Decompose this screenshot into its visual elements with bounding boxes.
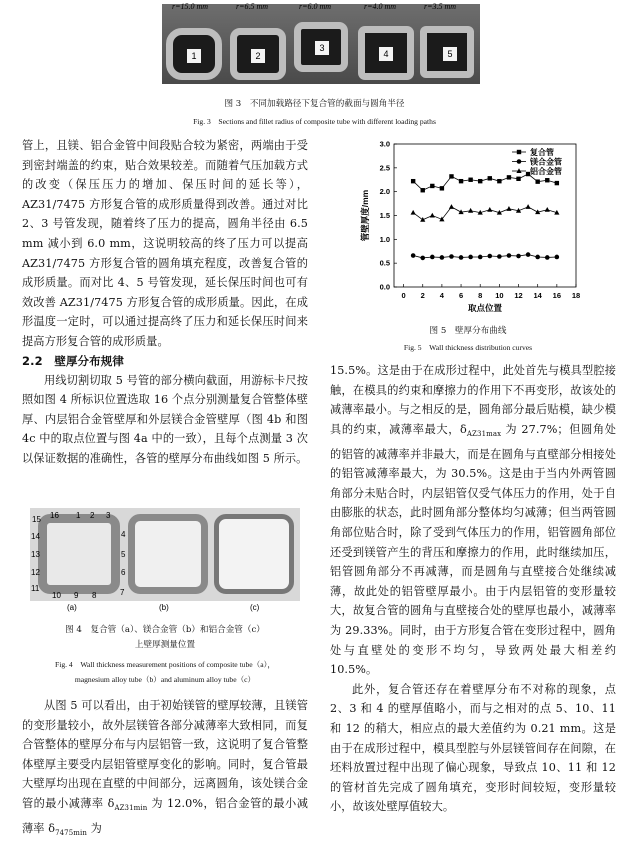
fig5-caption-cn: 图 5 壁厚分布曲线: [429, 326, 507, 336]
analysis-text-b: 为 12.0%，铝合金管的最小减薄率 δ: [22, 796, 308, 835]
y-tick-label: 1.0: [379, 234, 390, 244]
series-1-point: [497, 179, 501, 183]
fig5-chart: [326, 136, 616, 316]
x-axis-label: 取点位置: [467, 303, 503, 313]
point-label-7: 7: [120, 588, 125, 597]
tube-section-4: [358, 26, 414, 80]
tube-section-5: [420, 26, 474, 78]
series-1-point: [421, 188, 425, 192]
x-tick-label: 2: [420, 291, 425, 300]
point-label-15: 15: [32, 515, 41, 524]
series-2-point: [516, 254, 521, 259]
point-label-2: 2: [90, 511, 95, 520]
radius-label-5: r=3.5 mm: [424, 2, 457, 11]
series-2-point: [420, 256, 425, 261]
fig4-panel-a: (a): [67, 603, 77, 612]
section-title: 壁厚分布规律: [54, 353, 124, 368]
tube-section-1: [166, 28, 222, 80]
series-1-point: [555, 181, 559, 185]
paragraph-forming-quality: 管上，且镁、铝合金管中间段贴合较为紧密，两端由于受到密封端盖的约束，贴合效果较差。而随着气压加载方式的改变（保压压力的增加、保压时间的延长等），AZ31/7475 方形复合管的成形质量得到改善。通过对比 2、3 号管发现，随着终了压力的提高，圆角半径由 6.5 mm 减小到 6.0 mm，这说明较高的终了压力可以提高 AZ31/7475 方形复合管的圆角填充程度，改善复合管的成形质量。而对比 4、5 号管发现，延长保压时间也可有效改善 AZ31/7475 方形复合管的成形质量。因此，在成形温度一定时，可以通过提高终了压力和延长保压时间来提高方形复合管的成形质量。: [22, 139, 308, 348]
right-column: [330, 361, 616, 817]
radius-label-2: r=6.5 mm: [236, 2, 269, 11]
series-3-point: [506, 206, 511, 211]
point-label-13: 13: [31, 550, 40, 559]
series-1-point: [459, 179, 463, 183]
tube-number-1: 1: [187, 49, 201, 63]
series-1-point: [411, 179, 415, 183]
x-tick-label: 4: [439, 291, 444, 300]
y-axis-label: 管壁厚度/mm: [360, 189, 370, 242]
point-label-5: 5: [121, 550, 126, 559]
legend-label-3: 铝合金管: [530, 167, 562, 176]
fig4-caption-en-2: magnesium alloy tube（b）and aluminum alloy tube（c）: [74, 675, 256, 684]
legend-marker-2: [517, 159, 522, 164]
fig4-magnesium-tube: [128, 514, 208, 594]
series-line-2: [413, 255, 557, 258]
series-2-point: [411, 253, 416, 258]
fig4-caption-cn-2: 上壁厚测量位置: [134, 640, 196, 650]
x-tick-label: 8: [478, 291, 483, 300]
series-3-point: [468, 208, 473, 213]
series-2-point: [459, 255, 464, 260]
left-column-bottom: [22, 696, 308, 844]
analysis-text-c: 为: [86, 821, 102, 835]
fig3-photo: [162, 4, 480, 84]
series-2-point: [535, 255, 540, 260]
fig4-panel-c: (c): [250, 603, 260, 612]
tube-number-5: 5: [443, 47, 457, 61]
paragraph-asymmetry: 此外，复合管还存在着壁厚分布不对称的现象，点 2、3 和 4 的壁厚值略小，而与之相对的点 5、10、11 和 12 的稍大，相应点的最大差值约为 0.21 mm。这是由于在成形过程中，模具型腔与外层镁管间存在间隙，在坯料放置过程中出现了偏心现象，导致点 10、11 和 12 的管材首先完成了圆角填充，变形时间较短，变形量较小，故该处壁厚值较大。: [330, 682, 616, 814]
tube-number-2: 2: [251, 49, 265, 63]
radius-label-4: r=4.0 mm: [364, 2, 397, 11]
series-2-point: [507, 253, 512, 258]
series-1-point: [545, 178, 549, 182]
fig5-caption-en: Fig. 5 Wall thickness distribution curves: [403, 343, 533, 352]
fig3-caption-cn: 图 3 不同加载路径下复合管的截面与圆角半径: [224, 99, 405, 109]
point-label-9: 9: [74, 591, 79, 600]
radius-label-1: r=15.0 mm: [172, 2, 209, 11]
y-tick-label: 3.0: [379, 139, 390, 149]
series-2-point: [526, 252, 531, 257]
x-tick-label: 14: [533, 291, 542, 300]
paragraph-thickness-analysis: [22, 696, 308, 844]
series-1-point: [507, 175, 511, 179]
series-3-point: [430, 213, 435, 218]
series-2-point: [468, 255, 473, 260]
series-1-point: [430, 184, 434, 188]
tube-section-2: [230, 28, 286, 80]
fig4-panel-b: (b): [159, 603, 169, 612]
fig4-caption-en-1: Fig. 4 Wall thickness measurement positions of composite tube（a），: [55, 660, 275, 669]
series-1-point: [535, 179, 539, 183]
series-1-point: [449, 174, 453, 178]
tube-section-3: [294, 22, 348, 72]
section-number: 2.2: [22, 353, 43, 368]
series-3-point: [449, 204, 454, 209]
x-tick-label: 12: [514, 291, 523, 300]
x-tick-label: 16: [552, 291, 562, 300]
x-tick-label: 6: [458, 291, 464, 300]
series-1-point: [440, 186, 444, 190]
point-label-12: 12: [31, 568, 40, 577]
section-heading: [22, 351, 308, 371]
paragraph-thinning-rate: [330, 361, 616, 680]
series-2-point: [449, 254, 454, 259]
point-label-14: 14: [31, 532, 40, 541]
fig4-caption-cn-1: 图 4 复合管（a）、镁合金管（b）和铝合金管（c）: [65, 625, 265, 635]
tube-number-3: 3: [315, 41, 329, 55]
series-3-point: [487, 207, 492, 212]
point-label-16: 16: [50, 511, 59, 520]
plot-area: [360, 140, 580, 314]
series-2-point: [430, 255, 435, 260]
fig4-aluminum-tube: [214, 514, 294, 594]
point-label-3: 3: [106, 511, 111, 520]
x-tick-label: 18: [571, 291, 581, 300]
analysis-text-a: 从图 5 可以看出，由于初始镁管的壁厚较薄，且镁管的变形量较小，故外层镁管各部分减薄率大致相同，而复合管整体的壁厚分布与内层铝管一致，这说明了复合管整体壁厚主要受内层铝管壁厚变化的影响。同时，复合管最大壁厚均出现在直壁的中间部分，远离圆角，该处镁合金管的最小减薄率 δ: [22, 699, 308, 810]
series-2-point: [478, 255, 483, 260]
series-2-point: [545, 255, 550, 260]
legend-label-1: 复合管: [530, 148, 554, 157]
y-tick-label: 1.5: [379, 211, 390, 220]
series-2-point: [555, 255, 560, 260]
legend-marker-1: [517, 150, 521, 154]
series-2-point: [440, 255, 445, 260]
series-3-point: [545, 207, 550, 212]
series-line-1: [413, 174, 557, 190]
point-label-1: 1: [76, 511, 81, 520]
series-3-point: [411, 210, 416, 215]
analysis-sub-2: 7475min: [55, 829, 87, 838]
series-2-point: [497, 254, 502, 259]
y-tick-label: 2.0: [379, 187, 390, 197]
point-label-8: 8: [92, 591, 97, 600]
series-1-point: [478, 179, 482, 183]
fig3-caption-en: Fig. 3 Sections and fillet radius of composite tube with different loading paths: [193, 117, 436, 126]
thinning-text-a: 15.5%。这是由于在成形过程中，此处首先与模具型腔接触，在模具的约束和摩擦力的作用下不再变形，故该处的减薄率最小。与之相反的是，圆角部分最后贴模，缺少模具的约束，减薄率最大，δ: [330, 364, 616, 436]
y-tick-label: 0.5: [379, 258, 390, 268]
point-label-4: 4: [121, 530, 126, 539]
x-tick-label: 0: [401, 291, 406, 300]
point-label-10: 10: [52, 591, 61, 600]
tube-number-4: 4: [379, 47, 393, 61]
series-line-3: [413, 207, 557, 220]
series-1-point: [516, 177, 520, 181]
left-column-top: [22, 136, 308, 469]
point-label-6: 6: [121, 568, 126, 577]
fig4-composite-tube: [38, 514, 120, 594]
y-tick-label: 0.0: [379, 282, 390, 292]
point-label-11: 11: [31, 584, 40, 593]
paragraph-measurement-method: 用线切割切取 5 号管的部分横向截面，用游标卡尺按照如图 4 所标识位置选取 16 个点分别测量复合管整体壁厚、内层铝合金管壁厚和外层镁合金管壁厚（图 4b 和图 4c 中的取点位置与图 4a 中的一致），且每个点测量 3 次以保证数据的准确性，各管的壁厚分布曲线如图 5 所示。: [22, 373, 308, 465]
x-tick-label: 10: [495, 291, 504, 300]
thinning-text-b: 为 27.7%；但圆角处的铝管的减薄率并非最大，而是在圆角与直壁部分相接处的铝管减薄率最大，为 30.5%。这是由于当内外两管圆角部分未贴合时，内层铝管仅受气体压力的作用，处于自由膨胀的状态，此时圆角部分整体均匀减薄；但当两管圆角部位贴合时，除了受到气体压力的作用，铝管圆角部位还受到镁管产生的背压和摩擦力的作用，此时继续加压，铝管圆角部分不再减薄，而是圆角与直壁接合处继续减薄，故此处的铝管壁厚最小。由于内层铝管的变形量较大，故复合管的圆角与直壁接合处的壁厚也最小，减薄率为 29.33%。同时，由于方形复合管在变形过程中，圆角处与直壁处的变形不均匀，导致两处最大相差约 10.5%。: [330, 422, 617, 677]
series-1-point: [488, 176, 492, 180]
legend-label-2: 镁合金管: [530, 157, 562, 167]
analysis-sub-1: AZ31min: [114, 804, 148, 813]
series-1-point: [468, 178, 472, 182]
series-3-point: [526, 204, 531, 209]
fig4-photo: [30, 508, 300, 601]
y-tick-label: 2.5: [379, 163, 390, 173]
series-2-point: [487, 254, 492, 259]
radius-label-3: r=6.0 mm: [299, 2, 332, 11]
thinning-sub-1: AZ31max: [466, 430, 502, 439]
